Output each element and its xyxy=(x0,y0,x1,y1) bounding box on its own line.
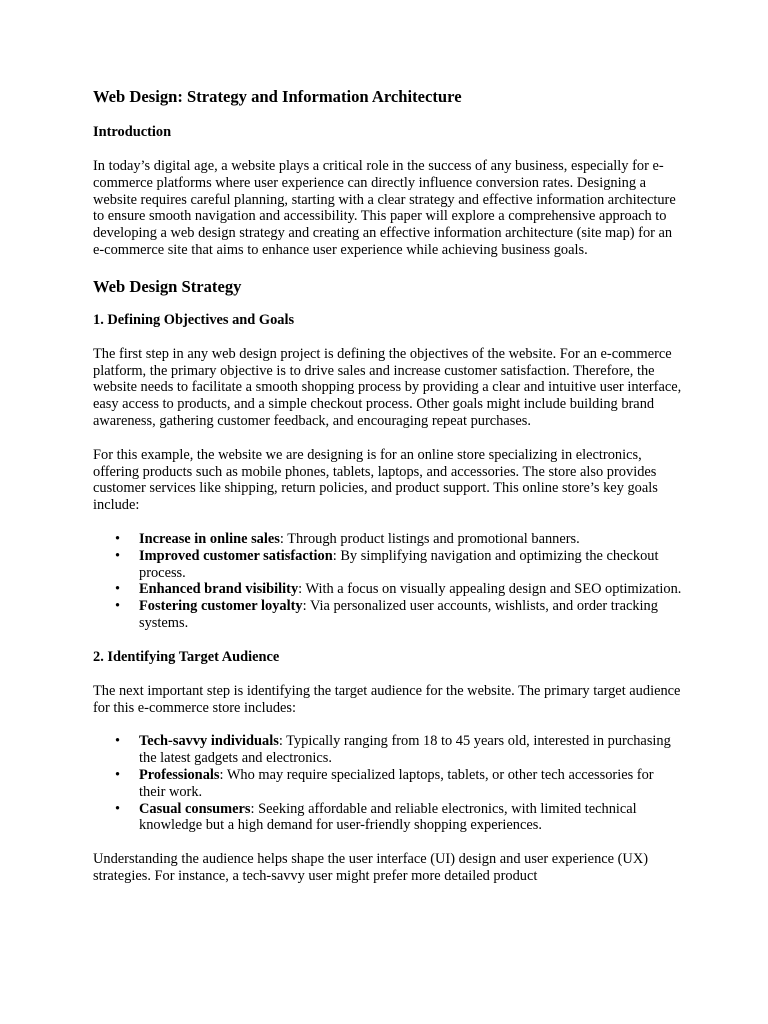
goal-text: : By simplifying navigation and optimizing the checkout process. xyxy=(139,547,659,581)
audience-text: : Seeking affordable and reliable electronics, with limited technical knowledge but a high demand for user-friendly shopping experiences. xyxy=(139,800,637,834)
section2-paragraph2: Understanding the audience helps shape the user interface (UI) design and user experience (UX) strategies. For instance, a tech-savvy user might prefer more detailed product xyxy=(93,851,649,884)
document-title: Web Design: Strategy and Information Architecture xyxy=(93,87,462,106)
goals-list xyxy=(93,531,683,632)
list-item xyxy=(139,767,683,801)
list-item xyxy=(139,733,683,767)
audience-text: : Who may require specialized laptops, tablets, or other tech accessories for their work. xyxy=(139,766,654,800)
section1-heading: 1. Defining Objectives and Goals xyxy=(93,311,295,328)
list-item xyxy=(139,531,683,548)
goal-text: : Via personalized user accounts, wishlists, and order tracking systems. xyxy=(139,598,658,631)
section2-heading: 2. Identifying Target Audience xyxy=(93,648,280,665)
audience-label: Tech-savvy individuals xyxy=(139,733,279,750)
list-item xyxy=(139,548,683,582)
goal-label: Increase in online sales xyxy=(139,530,280,547)
section1-paragraph1: The first step in any web design project is defining the objectives of the website. For an e-commerce platform, the primary objective is to drive sales and increase customer satisfaction. Therefore, the website needs to facilitate a smooth shopping process by providing a clear and intuitive user interface, easy access to products, and a simple checkout process. Other goals might include building brand awareness, gathering customer feedback, and encouraging repeat purchases. xyxy=(93,345,682,429)
goal-label: Improved customer satisfaction xyxy=(139,547,333,564)
section2-paragraph1: The next important step is identifying the target audience for the website. The primary target audience for this e-commerce store includes: xyxy=(93,682,681,716)
list-item xyxy=(139,801,683,835)
audience-text: : Typically ranging from 18 to 45 years old, interested in purchasing the latest gadgets and electronics. xyxy=(139,733,671,767)
goal-text: : Through product listings and promotional banners. xyxy=(279,530,580,547)
goal-text: : With a focus on visually appealing design and SEO optimization. xyxy=(298,581,682,598)
intro-paragraph: In today’s digital age, a website plays a critical role in the success of any business, especially for e-commerce platforms where user experience can directly influence conversion rates. Designing a website requires careful planning, starting with a clear strategy and effective information architecture to ensure smooth navigation and accessibility. This paper will explore a comprehensive approach to developing a web design strategy and creating an effective information architecture (site map) for an e-commerce site that aims to enhance user experience while achieving business goals. xyxy=(93,158,676,258)
audience-list xyxy=(93,733,683,834)
goal-label: Enhanced brand visibility xyxy=(139,581,299,598)
audience-label: Casual consumers xyxy=(139,800,251,817)
intro-heading: Introduction xyxy=(93,124,172,140)
list-item xyxy=(139,598,683,632)
strategy-heading: Web Design Strategy xyxy=(93,276,242,296)
document-page xyxy=(93,86,683,902)
goal-label: Fostering customer loyalty xyxy=(139,598,303,615)
section1-paragraph2: For this example, the website we are designing is for an online store specializing in electronics, offering products such as mobile phones, tablets, laptops, and accessories. The store also provides customer services like shipping, return policies, and product support. This online store’s key goals include: xyxy=(93,446,658,514)
list-item xyxy=(139,581,683,598)
audience-label: Professionals xyxy=(139,766,220,783)
